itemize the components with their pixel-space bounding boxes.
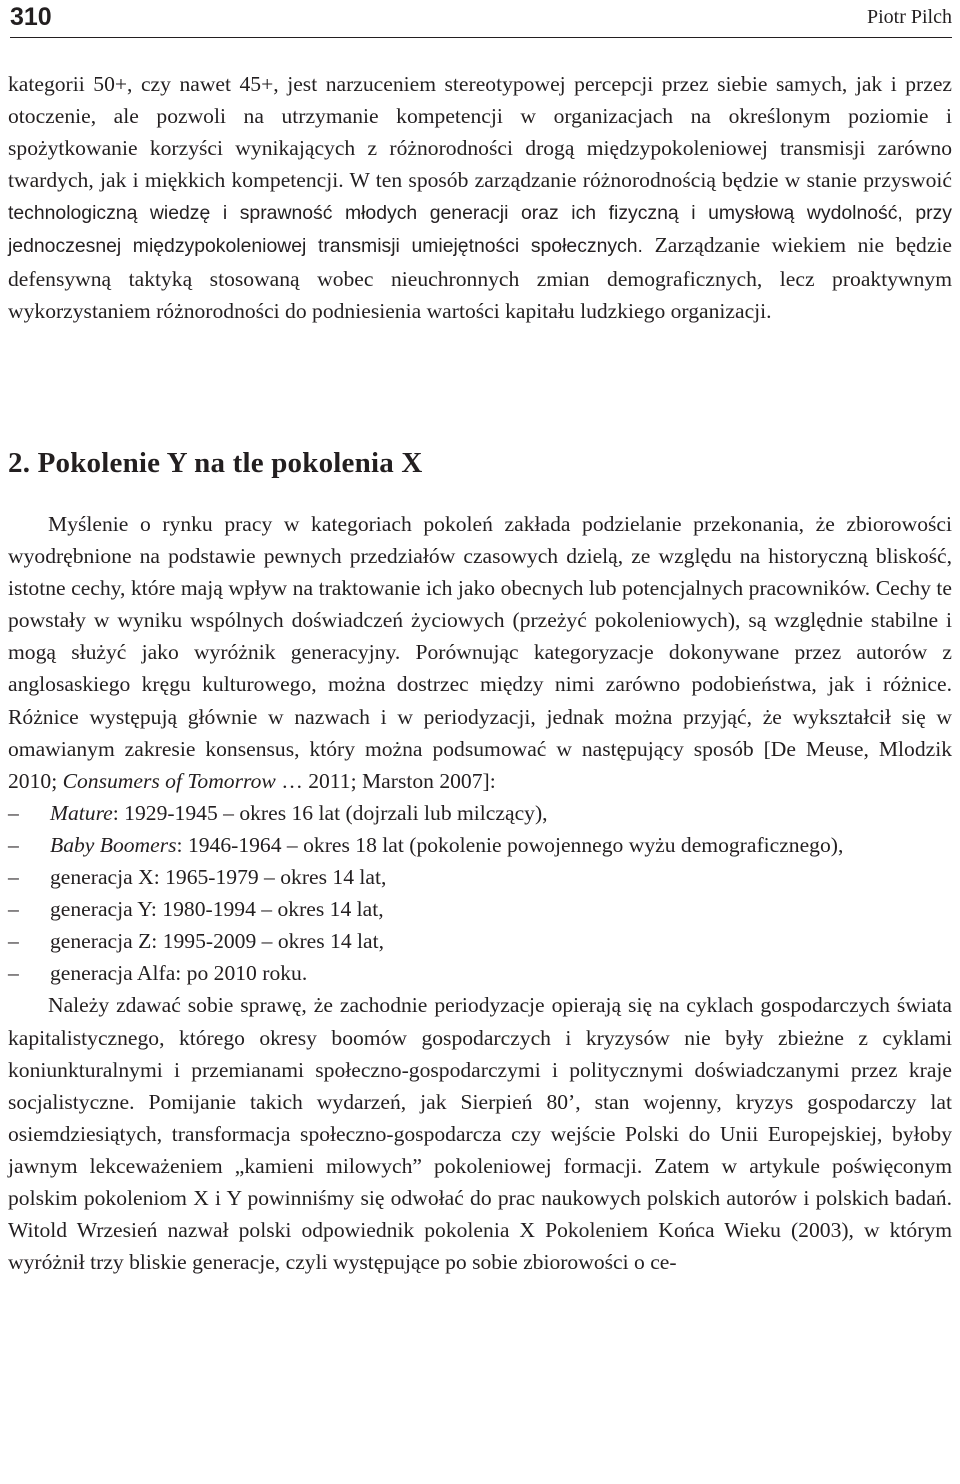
list-item (8, 957, 952, 989)
generation-range: generacja Alfa: po 2010 roku. (50, 961, 308, 986)
header-rule (10, 37, 952, 38)
list-item (8, 925, 952, 957)
intro-sans-text: technologiczną wiedzę i sprawność młodych generacji oraz ich fizyczną i umysłową wydolność, przy jednoczesnej międzypokoleniowej transmisji umiejętności społecznych. (8, 202, 952, 258)
list-dash: – (8, 865, 19, 890)
paragraph-text: Myślenie o rynku pracy w kategoriach pokoleń zakłada podzielanie przekonania, że zbiorowości wyodrębnione na podstawie pewnych przedziałów czasowych dzielą, ze względu na historyczną bliskość, istotne cechy, które mają wpływ na traktowanie ich jako obecnych lub potencjalnych pracowników. Cechy te powstały w wyniku wspólnych doświadczeń życiowych (przeżyć pokoleniowych), są względnie stabilne i mogą służyć jako wyróżnik generacyjny. Porównując kategoryzacje dokonywane przez autorów z anglosaskiego kręgu kulturowego, można dostrzec między nimi zarówno podobieństwa, jak i różnice. Różnice występują głównie w nazwach i w periodyzacji, jednak można przyjąć, że wykształcił się w omawianym zakresie konsensus, który można podsumować w następujący sposób [De Meuse, Mlodzik 2010; (8, 512, 952, 793)
generation-range: generacja Z: 1995-2009 – okres 14 lat, (50, 929, 384, 954)
generation-range: : 1946-1964 – okres 18 lat (pokolenie powojennego wyżu demograficznego), (176, 832, 844, 857)
list-item (8, 797, 952, 829)
page-header (10, 0, 952, 38)
list-dash: – (8, 897, 19, 922)
cited-title: Consumers of Tomorrow (62, 768, 276, 793)
intro-lead-text: kategorii 50+, czy nawet 45+, jest narzuceniem stereotypowej percepcji przez siebie samych, jak i przez otoczenie, ale pozwoli na utrzymanie kompetencji w organizacjach na określonym poziomie i spożytkowanie korzyści wynikających z różnorodności drogą międzypokoleniowej transmisji zarówno twardych, jak i miękkich kompetencji. (8, 72, 952, 193)
list-dash: – (8, 800, 19, 825)
paragraph-citation-tail: … 2011; Marston 2007]: (275, 768, 496, 793)
generations-list (8, 797, 952, 990)
generation-range: : 1929-1945 – okres 16 lat (dojrzali lub milczący), (112, 800, 548, 825)
generation-name: Mature (50, 800, 113, 825)
intro-tail-text: Zarządzanie wiekiem nie będzie defensywną taktyką stosowaną wobec nieuchronnych zmian demograficznych, lecz proaktywnym wykorzystaniem różnorodności do podniesienia wartości kapitału ludzkiego organizacji. (8, 233, 952, 323)
list-dash: – (8, 961, 19, 986)
list-item (8, 861, 952, 893)
section-heading: 2. Pokolenie Y na tle pokolenia X (8, 447, 423, 479)
paragraph-periodization: Należy zdawać sobie sprawę, że zachodnie periodyzacje opierają się na cyklach gospodarczych świata kapitalistycznego, którego okresy boomów gospodarczych i kryzysów nie były zbieżne z cyklami koniunkturalnymi i przemianami społeczno-gospodarczymi i politycznymi doświadczanymi przez kraje socjalistyczne. Pomijanie takich wydarzeń, jak Sierpień 80’, stan wojenny, kryzys gospodarczy lat osiemdziesiątych, transformacja społeczno-gospodarcza czy wejście Polski do Unii Europejskiej, byłoby jawnym lekceważeniem „kamieni milowych” pokoleniowej formacji. Zatem w artykule poświęconym polskim pokoleniom X i Y powinniśmy się odwołać do prac naukowych polskich autorów i polskich badań. Witold Wrzesień nazwał polski odpowiednik pokolenia X Pokoleniem Końca Wieku (2003), w którym wyróżnił trzy bliskie generacje, czyli występujące po sobie zbiorowości o ce- (8, 993, 952, 1275)
page-number: 310 (10, 3, 52, 31)
generation-range: generacja X: 1965-1979 – okres 14 lat, (50, 865, 387, 890)
section-body (8, 508, 952, 1278)
list-dash: – (8, 832, 19, 857)
paragraph-generations (8, 508, 952, 797)
running-head-author: Piotr Pilch (866, 6, 952, 28)
intro-paragraph (8, 68, 952, 327)
list-dash: – (8, 929, 19, 954)
intro-mid-text: W ten sposób zarządzanie różnorodnością będzie w stanie przyswoić (343, 168, 952, 193)
generation-range: generacja Y: 1980-1994 – okres 14 lat, (50, 897, 384, 922)
list-item (8, 893, 952, 925)
generation-name: Baby Boomers (50, 832, 177, 857)
list-item (8, 829, 952, 861)
